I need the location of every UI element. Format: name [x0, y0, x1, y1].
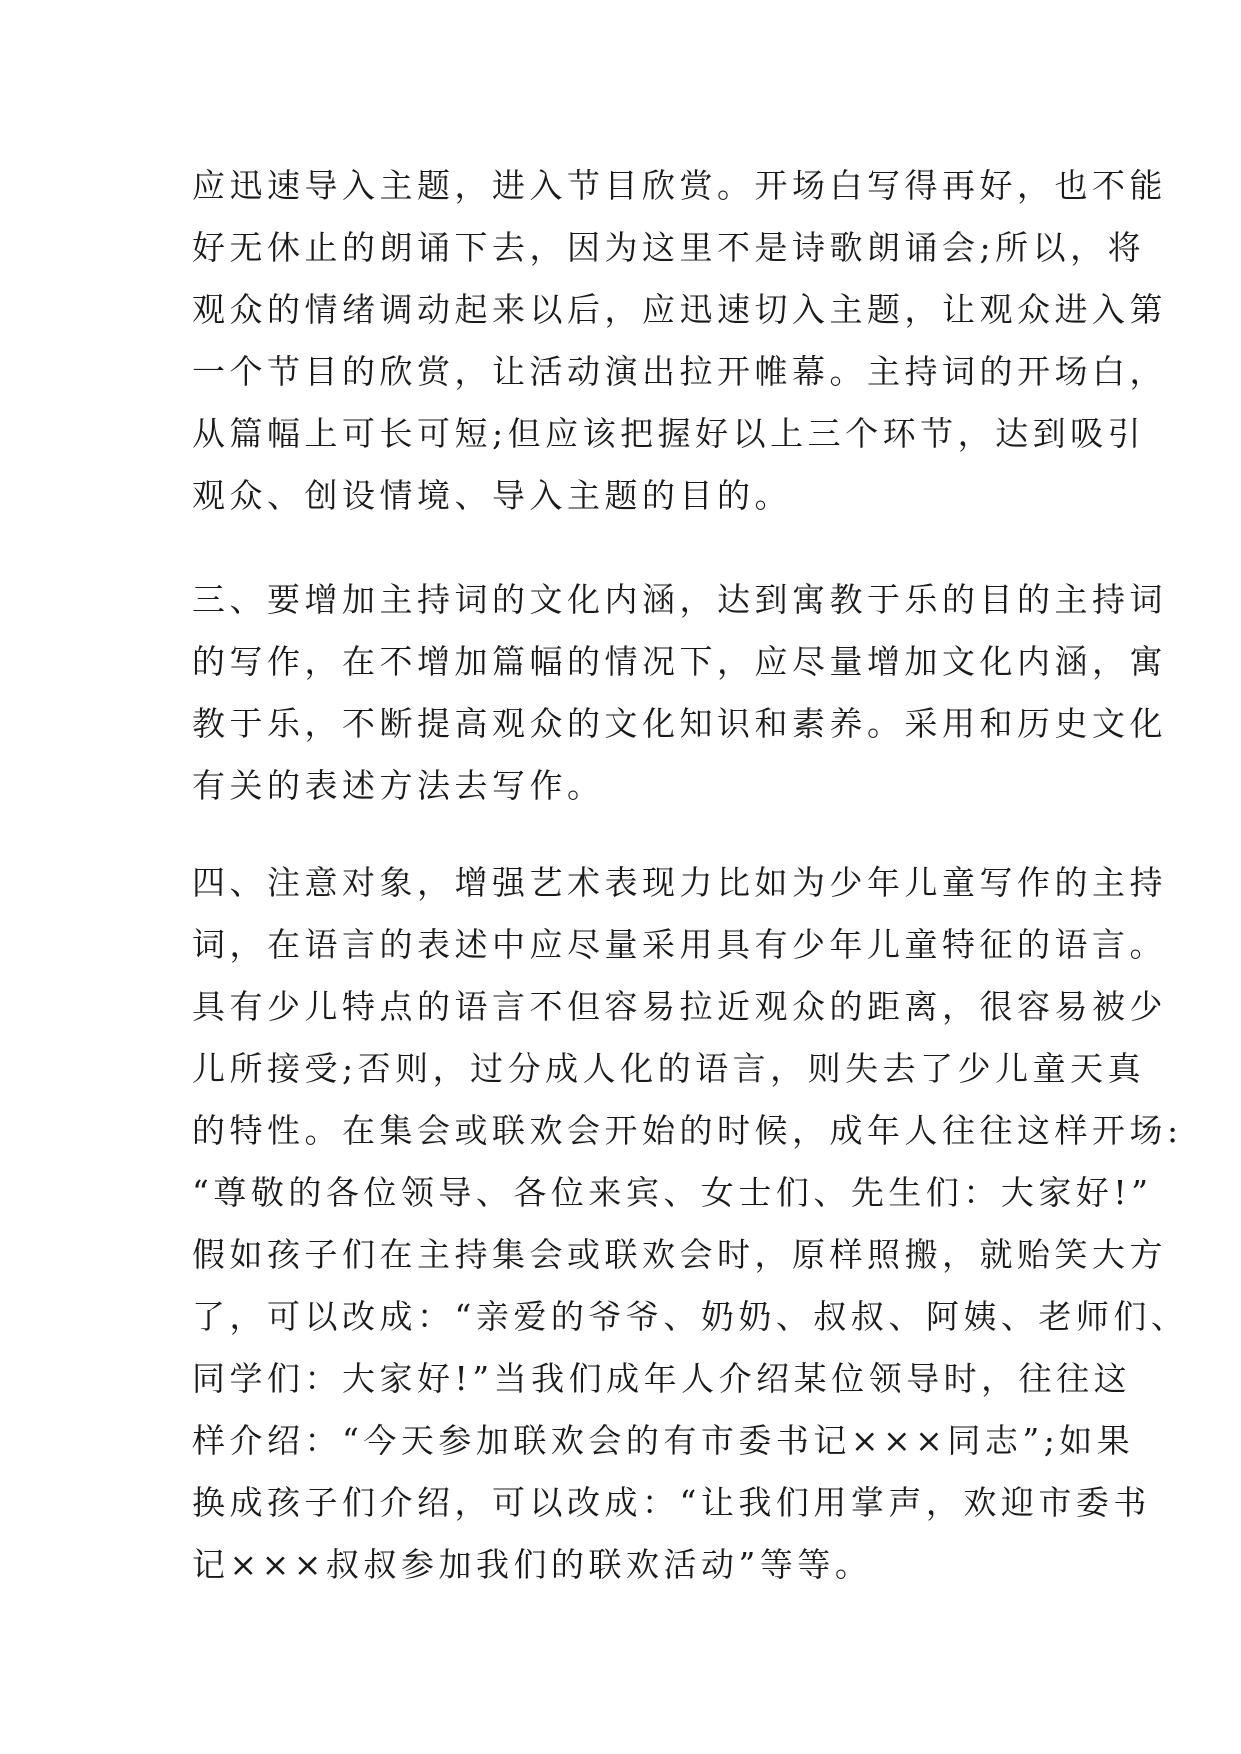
text-line: 具有少儿特点的语言不但容易拉近观众的距离，很容易被少: [192, 987, 1167, 1026]
text-line: 观众的情绪调动起来以后，应迅速切入主题，让观众进入第: [192, 290, 1167, 329]
paragraph-opening-remarks: [192, 155, 1167, 527]
text-line: “尊敬的各位领导、各位来宾、女士们、先生们：大家好!”: [192, 1173, 1153, 1212]
text-line: 一个节目的欣赏，让活动演出拉开帷幕。主持词的开场白，: [192, 352, 1167, 391]
text-line: 的特性。在集会或联欢会开始的时候，成年人往往这样开场:: [192, 1111, 1183, 1150]
text-line: 儿所接受;否则，过分成人化的语言，则失去了少儿童天真: [192, 1049, 1146, 1088]
text-line: 教于乐，不断提高观众的文化知识和素养。采用和历史文化: [192, 704, 1167, 743]
text-line: 记×××叔叔参加我们的联欢活动”等等。: [192, 1545, 873, 1584]
text-line: 观众、创设情境、导入主题的目的。: [192, 476, 792, 515]
text-line: 样介绍：“今天参加联欢会的有市委书记×××同志”;如果: [192, 1421, 1135, 1460]
text-line: 的写作，在不增加篇幅的情况下，应尽量增加文化内涵，寓: [192, 642, 1167, 681]
text-line: 词，在语言的表述中应尽量采用具有少年儿童特征的语言。: [192, 925, 1167, 964]
text-line: 了，可以改成：“亲爱的爷爷、奶奶、叔叔、阿姨、老师们、: [192, 1297, 1189, 1336]
paragraph-section-three: [192, 569, 1167, 817]
text-line: 好无休止的朗诵下去，因为这里不是诗歌朗诵会;所以，将: [192, 228, 1146, 267]
text-line: 同学们：大家好!”当我们成年人介绍某位领导时，往往这: [192, 1359, 1132, 1398]
text-line: 换成孩子们介绍，可以改成：“让我们用掌声，欢迎市委书: [192, 1483, 1151, 1522]
text-line: 应迅速导入主题，进入节目欣赏。开场白写得再好，也不能: [192, 166, 1167, 205]
text-line: 三、要增加主持词的文化内涵，达到寓教于乐的目的主持词: [192, 580, 1167, 619]
text-line: 假如孩子们在主持集会或联欢会时，原样照搬，就贻笑大方: [192, 1235, 1167, 1274]
text-line: 从篇幅上可长可短;但应该把握好以上三个环节，达到吸引: [192, 414, 1146, 453]
text-line: 四、注意对象，增强艺术表现力比如为少年儿童写作的主持: [192, 863, 1167, 902]
text-line: 有关的表述方法去写作。: [192, 766, 605, 805]
paragraph-section-four: [192, 852, 1189, 1596]
